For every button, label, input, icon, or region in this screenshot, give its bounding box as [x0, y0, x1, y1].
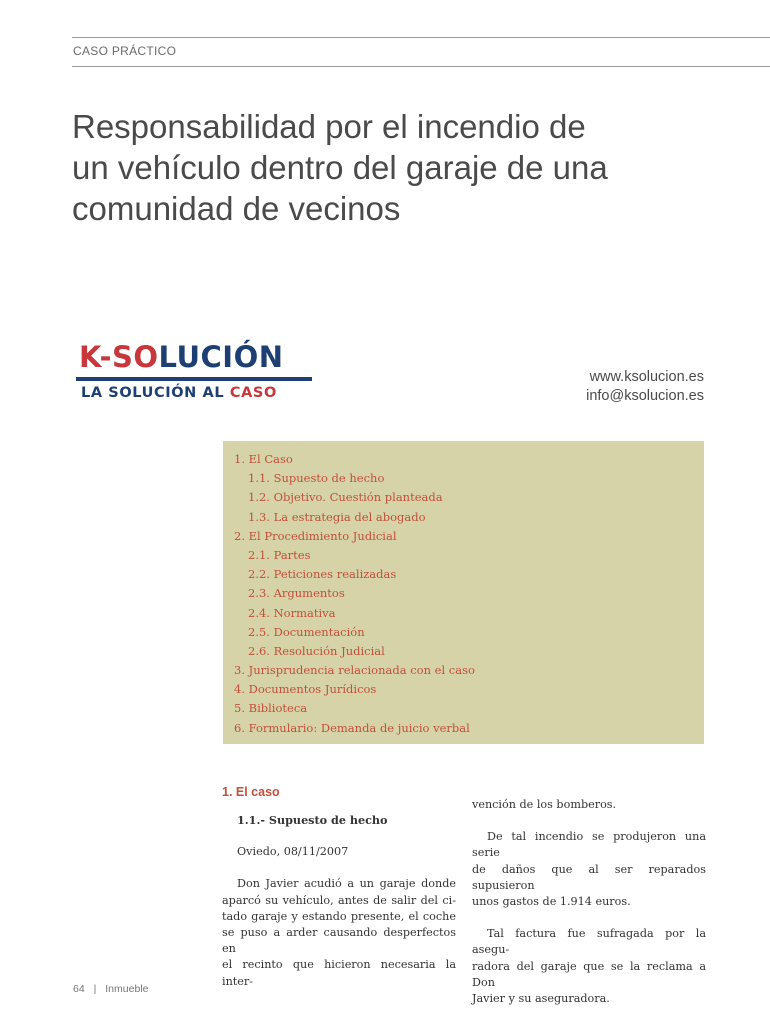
- toc-item: 1. El Caso: [234, 452, 293, 466]
- logo-wordmark-blue: LUCIÓN: [158, 340, 284, 374]
- paragraph-line: radora del garaje que se la reclama a Don: [472, 959, 706, 989]
- paragraph-line: unos gastos de 1.914 euros.: [472, 895, 631, 909]
- toc-item: 1.1. Supuesto de hecho: [248, 471, 385, 486]
- publication-name: Inmueble: [105, 983, 149, 995]
- paragraph-line: de daños que al ser reparados supusieron: [472, 862, 706, 892]
- toc-item: 3. Jurisprudencia relacionada con el caso: [234, 663, 475, 678]
- header-bottom-rule: [72, 66, 770, 67]
- paragraph: [222, 876, 456, 989]
- paragraph-line: De tal incendio se produjeron una serie: [472, 830, 706, 860]
- paragraph-line: Don Javier acudió a un garaje donde: [237, 877, 456, 891]
- paragraph: [472, 926, 706, 1007]
- toc-item: 4. Documentos Jurídicos: [234, 682, 377, 697]
- website-link[interactable]: www.ksolucion.es: [589, 369, 704, 385]
- toc-item: 2.1. Partes: [248, 547, 311, 562]
- page-footer: [73, 983, 148, 995]
- contact-info: [586, 368, 704, 406]
- title-line: Responsabilidad por el incendio de: [72, 108, 586, 145]
- paragraph-line: tado garaje y estando presente, el coche: [222, 909, 456, 923]
- body-column-left: [222, 812, 456, 990]
- paragraph-line: aparcó su vehículo, antes de salir del ci-: [222, 893, 456, 907]
- email-link[interactable]: info@ksolucion.es: [586, 388, 704, 404]
- toc-item: 2.5. Documentación: [248, 624, 365, 639]
- logo-tagline-blue: LA SOLUCIÓN AL: [81, 385, 230, 401]
- paragraph-line: vención de los bomberos.: [472, 798, 617, 811]
- paragraph-line: Javier y su aseguradora.: [472, 992, 610, 1006]
- page-number: 64: [73, 983, 85, 995]
- k-solucion-logo: [76, 340, 316, 404]
- article-title: [72, 106, 692, 229]
- toc-item: 2.3. Argumentos: [248, 586, 345, 601]
- toc-item: 6. Formulario: Demanda de juicio verbal: [234, 720, 470, 735]
- toc-item: 1.3. La estrategia del abogado: [248, 509, 426, 524]
- toc-item: 5. Biblioteca: [234, 701, 308, 716]
- table-of-contents: [223, 441, 704, 744]
- logo-wordmark: [79, 340, 284, 374]
- header-top-rule: [72, 37, 770, 38]
- title-line: un vehículo dentro del garaje de una: [72, 149, 608, 186]
- footer-separator: |: [93, 983, 97, 995]
- body-column-right: [472, 797, 706, 1007]
- logo-tagline: [81, 385, 277, 401]
- logo-wordmark-red: K-SO: [79, 340, 159, 374]
- paragraph-line: el recinto que hicieron necesaria la inter-: [222, 958, 456, 988]
- paragraph-line: se puso a arder causando desperfectos en: [222, 926, 456, 956]
- paragraph: [472, 829, 706, 910]
- logo-tagline-red: CASO: [229, 385, 277, 401]
- paragraph-line: Tal factura fue sufragada por la asegu-: [472, 927, 706, 957]
- toc-item: 2. El Procedimiento Judicial: [234, 528, 397, 543]
- date-line: Oviedo, 08/11/2007: [237, 845, 349, 859]
- logo-underline: [76, 377, 312, 381]
- section-heading: 1. El caso: [222, 785, 280, 799]
- toc-item: 2.2. Peticiones realizadas: [248, 567, 397, 582]
- toc-item: 2.6. Resolución Judicial: [248, 643, 385, 658]
- toc-item: 2.4. Normativa: [248, 605, 336, 620]
- toc-item: 1.2. Objetivo. Cuestión planteada: [248, 490, 443, 505]
- subsection-heading: 1.1.- Supuesto de hecho: [237, 813, 388, 827]
- title-line: comunidad de vecinos: [72, 190, 401, 227]
- section-label: CASO PRÁCTICO: [73, 44, 177, 58]
